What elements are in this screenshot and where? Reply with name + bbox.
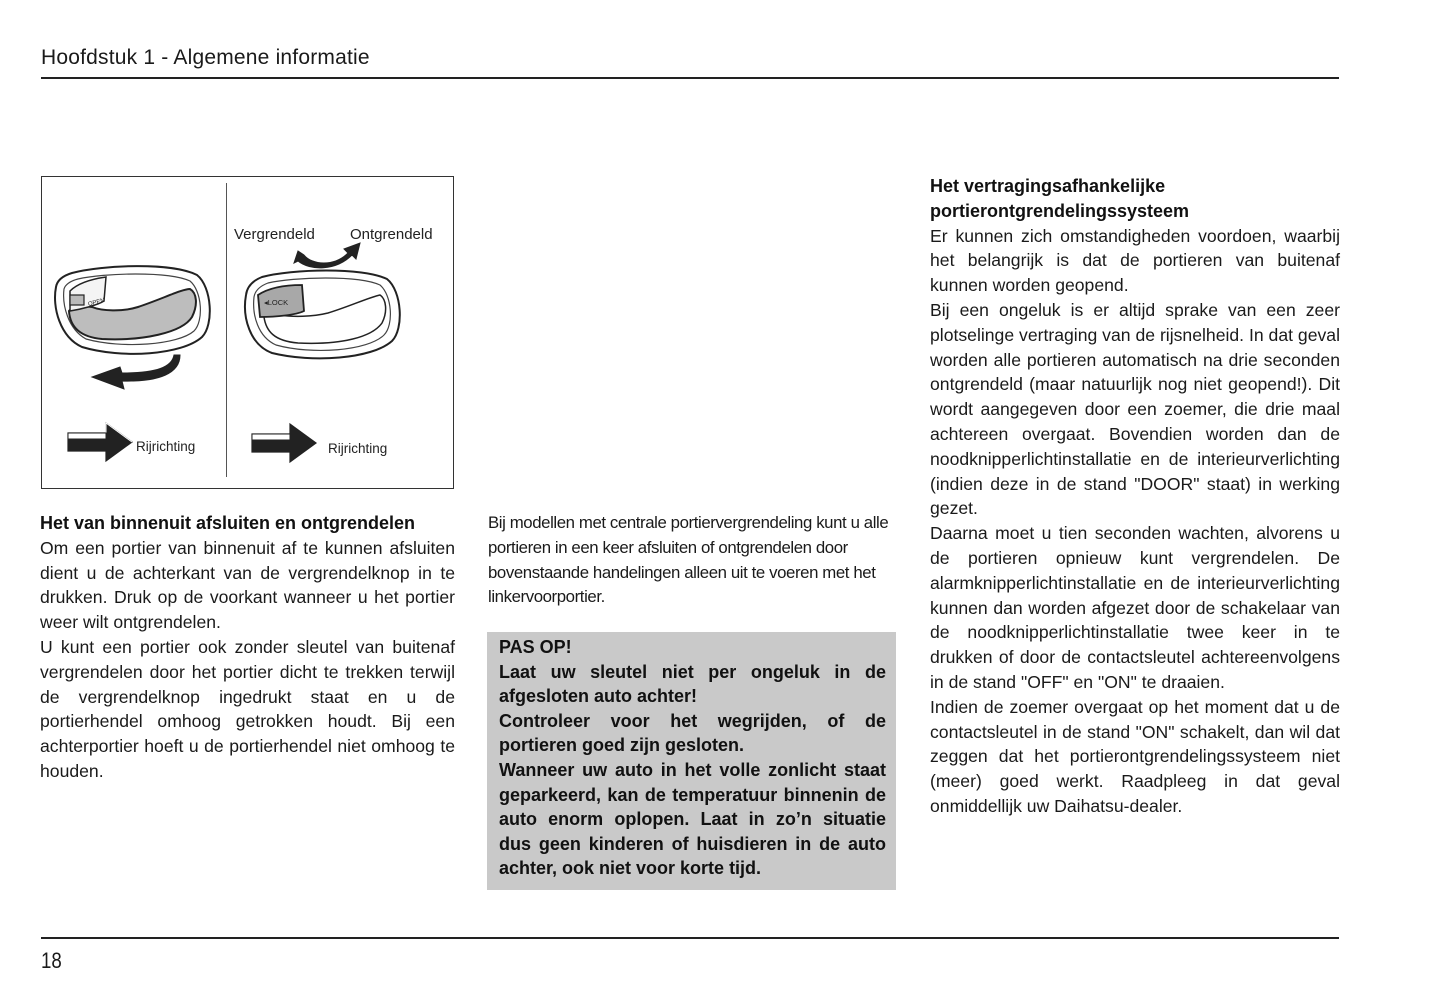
- figure-illustration: [42, 177, 455, 490]
- header-rule: [41, 77, 1339, 79]
- door-handle-figure: [41, 176, 454, 489]
- page-number: 18: [41, 948, 62, 973]
- locked-label: Vergrendeld: [234, 226, 315, 243]
- warning-paragraph: Wanneer uw auto in het volle zonlicht staat geparkeerd, kan de temperatuur binnenin de auto enorm oplopen. Laat in zo’n situatie dus geen kinderen of huisdieren in de auto achter, ook niet voor korte tijd.: [499, 759, 886, 879]
- section-delay-unlock: [930, 174, 1340, 819]
- chapter-title: Hoofdstuk 1 - Algemene informatie: [41, 46, 370, 69]
- left-direction-arrow-icon: [68, 423, 132, 461]
- warning-box: [487, 632, 896, 890]
- left-button-label: OPEN: [87, 297, 106, 308]
- paragraph: Daarna moet u tien seconden wachten, alvorens u de portieren opnieuw kunt vergrendelen. De alarmknipperlichtinstallatie en de interieurverlichting kunnen dan worden afgezet door de schakelaar van de noodknipperlichtinstallatie twee keer in te drukken of door de contactsleutel achtereenvolgens in de stand "OFF" en "ON" te draaien.: [930, 523, 1340, 692]
- footer-rule: [41, 937, 1339, 939]
- paragraph: Indien de zoemer overgaat op het moment dat u de contactsleutel in de stand "ON" schakelt, dan wil dat zeggen dat het portierontgrendelingssysteem niet (meer) goed werkt. Raadpleeg in dat geval onmiddellijk uw Daihatsu-dealer.: [930, 696, 1340, 816]
- left-rotate-arrow-icon: [92, 355, 180, 389]
- section-heading: Het vertragingsafhankelijke portierontgrendelingssysteem: [930, 176, 1190, 221]
- right-door-handle-icon: [245, 271, 400, 359]
- right-direction-label: Rijrichting: [328, 441, 388, 456]
- paragraph: Om een portier van binnenuit af te kunnen afsluiten dient u de achterkant van de vergrendelknop in te drukken. Druk op de voorkant wanneer u het portier weer wilt ontgrendelen.: [40, 537, 455, 633]
- lock-toggle-arrow-icon: [294, 243, 360, 268]
- section-central-lock: [488, 511, 898, 610]
- warning-paragraph: Laat uw sleutel niet per ongeluk in de afgesloten auto achter!: [499, 661, 886, 707]
- paragraph: Er kunnen zich omstandigheden voordoen, waarbij het belangrijk is dat de portieren van buitenaf kunnen worden geopend.: [930, 225, 1340, 296]
- warning-title: PAS OP!: [499, 637, 572, 657]
- left-door-handle-icon: [55, 266, 210, 354]
- lock-button-label: ◂LOCK: [264, 298, 289, 307]
- warning-paragraph: Controleer voor het wegrijden, of de portieren goed zijn gesloten.: [499, 710, 886, 756]
- paragraph: Bij modellen met centrale portiervergrendeling kunt u alle portieren in een keer afsluiten of ontgrendelen door bovenstaande handelingen alleen uit te voeren met het linkervoorportier.: [488, 513, 889, 607]
- unlocked-label: Ontgrendeld: [350, 226, 433, 243]
- paragraph: Bij een ongeluk is er altijd sprake van een zeer plotselinge vertraging van de rijsnelheid. In dat geval worden alle portieren automatisch na drie seconden ontgrendeld (maar natuurlijk nog niet geopend!). Dit wordt aangegeven door een zoemer, die drie maal achtereen overgaat. Bovendien worden dan de noodknipperlichtinstallatie en de interieurverlichting (indien deze in de stand "DOOR" staat) in werking gezet.: [930, 299, 1340, 519]
- left-direction-label: Rijrichting: [136, 439, 196, 454]
- right-direction-arrow-icon: [252, 424, 316, 462]
- section-inside-lock: [40, 511, 455, 784]
- paragraph: U kunt een portier ook zonder sleutel van buitenaf vergrendelen door het portier dicht te trekken terwijl de vergrendelknop ingedrukt staat en u de portierhendel omhoog getrokken houdt. Bij een achterportier hoeft u de portierhendel niet omhoog te houden.: [40, 636, 455, 781]
- section-heading: Het van binnenuit afsluiten en ontgrendelen: [40, 513, 416, 533]
